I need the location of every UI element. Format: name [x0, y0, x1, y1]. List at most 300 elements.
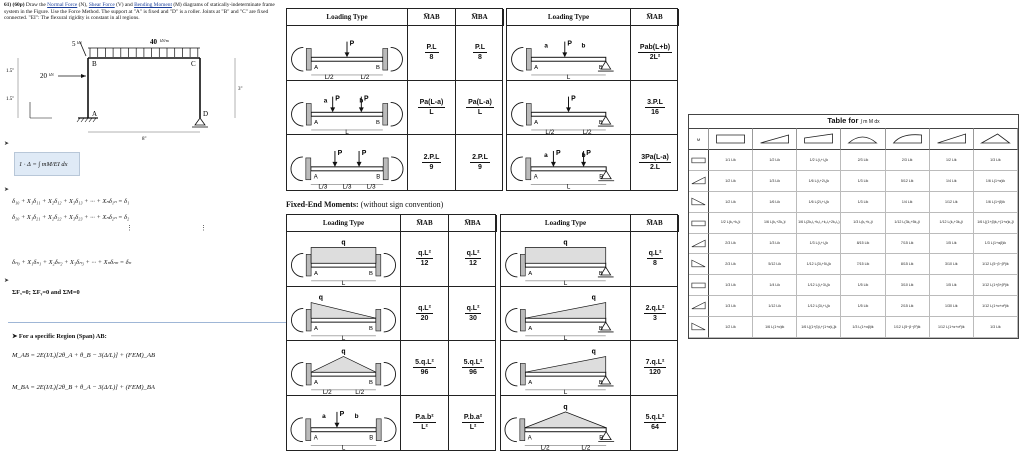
integral-value-cell: 1/3 L(1+αβ)ik [974, 234, 1018, 255]
integral-value-cell: 2/3 Lik [709, 234, 753, 255]
vertical-dots: ⋮ [126, 224, 133, 232]
fem-title-text: Fixed-End Moments: [286, 200, 359, 209]
beam-diagram [501, 341, 630, 395]
header-mab: M̅AB [401, 215, 449, 232]
table-row [287, 396, 495, 451]
shape-icon [709, 129, 752, 149]
problem-text: Draw the [25, 2, 46, 8]
dist-load-unit: kN/m [160, 39, 169, 43]
fixed-support-icon [520, 309, 525, 331]
integration-title-formula: ∫ m M dx [860, 119, 880, 125]
fixed-support-icon [526, 103, 531, 125]
dim-label: L/3 [366, 183, 376, 190]
integral-value-cell: 1/2 L(i₁+i₂)k [797, 150, 841, 171]
moment-arc-icon [384, 308, 396, 332]
integral-value-cell: 1/2 Lik [753, 150, 797, 171]
loading-diagram-cell [501, 287, 631, 341]
fixed-support-icon [383, 103, 388, 125]
loading-diagram-cell [287, 287, 401, 341]
fixed-support-icon [520, 418, 525, 440]
mba-value: $\frac{2.P.L}{9}$ [472, 154, 488, 172]
moment-arc-icon [291, 157, 303, 181]
distributed-load [525, 248, 605, 264]
beam-diagram [287, 341, 400, 395]
load-q-label: q [318, 294, 323, 302]
mab-value: $\frac{\text{5.q.L²}}{64}$ [645, 414, 665, 432]
row-header-cell: M [689, 128, 709, 150]
point-load-label: 5 [72, 40, 76, 48]
integral-value-cell: 1/5 Lik [930, 275, 974, 296]
fem-section-title [286, 200, 443, 209]
support-b-label: B [369, 325, 373, 332]
dim-label: L/2 [322, 388, 332, 395]
table-row [501, 232, 677, 287]
integral-value-cell: 1/3 Lik [753, 234, 797, 255]
fem-table-distributed-fixed [286, 214, 496, 451]
row-shape-icon [689, 150, 709, 171]
loading-diagram-cell [507, 26, 631, 80]
load-p-label: P [556, 150, 561, 158]
support-a-label: A [528, 379, 533, 386]
span-heading: ➤ For a specific Region (Span) AB: [12, 333, 107, 340]
mba-value: $\frac{\text{q.L²}}{30}$ [466, 304, 480, 322]
problem-statement [4, 2, 286, 22]
support-b-label: B [598, 325, 603, 332]
distributed-load [525, 411, 606, 427]
dim-label: L [563, 279, 568, 286]
loading-diagram-cell [501, 341, 631, 395]
load-p-label: P [335, 95, 340, 103]
integral-value-cell: 1/12 L(1+α+α²)ik [974, 296, 1018, 317]
integral-value-cell: 1/6 L(k₁+2k₂)i [753, 213, 797, 234]
load-p-label: P [337, 150, 343, 158]
arrowhead [334, 422, 339, 427]
moment-arc-icon [506, 253, 518, 277]
distributed-load [311, 302, 376, 318]
moment-arc-icon [384, 417, 396, 441]
header-mba: M̅BA [449, 215, 497, 232]
integral-value-cell: 1/5 Lik [841, 275, 885, 296]
support-b-label: B [599, 175, 604, 182]
beam [525, 372, 605, 376]
integral-value-cell: 1/3 Lik [841, 192, 885, 213]
loading-diagram-cell [507, 81, 631, 135]
span-heading-text: For a specific Region (Span) AB: [18, 333, 107, 340]
mab-value: $\frac{\text{2.q.L²}}{3}$ [645, 304, 665, 322]
header-loading-type: Loading Type [287, 215, 401, 232]
node-d: D [203, 110, 209, 118]
fixed-support-icon [306, 48, 311, 70]
row-shape-icon [689, 275, 709, 296]
loading-diagram-cell [287, 135, 408, 190]
dim-b-label: b [581, 42, 586, 50]
shape-outline [717, 135, 745, 143]
beam [311, 57, 383, 61]
dim-a-label: a [544, 152, 548, 160]
integral-value-cell: 1/6 L(1+β)ik [974, 192, 1018, 213]
load-p-label: P [361, 150, 367, 158]
problem-panel [0, 0, 290, 457]
arrowhead [330, 107, 335, 112]
integral-value-cell: 1/12 L(1+α+α²)ik [930, 317, 974, 338]
load-q-label: q [591, 294, 596, 302]
table-row [501, 287, 677, 342]
dim-label: L [566, 73, 571, 80]
support-b-label: B [375, 65, 380, 72]
arrowhead [345, 52, 350, 57]
table-row [287, 287, 495, 342]
moment-arc-icon [511, 157, 523, 181]
fixed-support-icon [376, 363, 381, 385]
beam [311, 263, 376, 267]
table-row [501, 341, 677, 396]
moment-arc-icon [506, 362, 518, 386]
fixed-support-icon [383, 48, 388, 70]
integral-value-cell: 5/12 Lik [886, 171, 930, 192]
integral-value-cell: 1/4 Lik [753, 275, 797, 296]
support-a-label: A [314, 270, 318, 277]
integral-value-cell: 1/6 L[(1+β)k₁+(1+α)k₂]i [974, 213, 1018, 234]
mab-value: $\frac{\text{5.q.L²}}{96}$ [401, 341, 449, 395]
integral-value-cell: 1/6 L(i₁+2i₂)k [797, 171, 841, 192]
support-a-label: A [314, 325, 318, 332]
equilibrium-eq: ΣFₓ=0; ΣFᵧ=0 and ΣM=0 [12, 289, 80, 296]
arrowhead [359, 107, 364, 112]
dim-label: L/2 [355, 388, 365, 395]
distributed-load [525, 302, 605, 318]
integral-value-cell: 1/6 Lik [753, 192, 797, 213]
table-row [507, 135, 677, 190]
fixed-support-icon [383, 158, 388, 180]
integral-value-cell: 8/15 Lik [841, 234, 885, 255]
mba-value: $\frac{\text{P.b.a²}}{\text{L²}}$ [463, 414, 483, 432]
dim-label: L/2 [540, 444, 550, 450]
shape-outline [692, 198, 705, 205]
integral-value-cell: 3/10 Lik [930, 254, 974, 275]
fixed-support-icon [306, 418, 311, 440]
beam [311, 318, 376, 322]
row-shape-icon [689, 234, 709, 255]
fixed-support-icon [376, 309, 381, 331]
table-row [507, 26, 677, 81]
row-shape-icon [689, 213, 709, 234]
dist-load-label: 40 [150, 38, 157, 46]
integral-value-cell: 1/3 Lik [709, 275, 753, 296]
integral-value-cell: 1/12 L(k₁+3k₂)i [930, 213, 974, 234]
integral-value-cell: 1/3 Lik [974, 317, 1018, 338]
support-a-label: A [528, 270, 533, 277]
deflection-formula: 1 · Δ = ∫ mM/EI dx [14, 152, 80, 176]
load-q-label: q [563, 239, 568, 247]
integral-value-cell: 1/12 L(i₁+3i₂)k [797, 275, 841, 296]
beam [531, 57, 606, 61]
dim-bottom: 8" [142, 137, 147, 142]
beam [311, 167, 383, 171]
integral-value-cell: 7/15 Lik [841, 254, 885, 275]
beam [311, 112, 383, 116]
load-q-label: q [563, 403, 568, 411]
mab-value: $\frac{\text{Pab(L+b)}}{\text{2L²}}$ [639, 44, 671, 62]
moment-arc-icon [391, 102, 403, 126]
loading-diagram-cell [287, 81, 408, 135]
mab-value: $\frac{\text{q.L²}}{12}$ [401, 232, 449, 286]
shape-icon [841, 129, 884, 149]
integral-value-cell: 1/6 L(2k₁i₁+k₁i₂+k₂i₁+2k₂i₂) [797, 213, 841, 234]
integration-table [688, 114, 1019, 339]
moment-arc-icon [292, 47, 304, 71]
fixed-support-icon [376, 418, 381, 440]
dim-label: L [345, 128, 349, 135]
mba-value: $\frac{\text{5.q.L²}}{96}$ [463, 359, 483, 377]
integral-value-cell: 1/3 L(i₁+i₂)k [797, 234, 841, 255]
node-b: B [92, 60, 97, 68]
fem-table-distributed-propped [500, 214, 678, 451]
table-row [287, 26, 502, 81]
loading-diagram-cell [287, 396, 401, 451]
column-shape-header [753, 128, 797, 150]
compatibility-eq-n: δₙ₀ + X₁δₙ₁ + X₂δₙ₂ + X₃δₙ₃ + ··· + Xₙδₙₙ = δₙ [12, 259, 132, 266]
distributed-load [311, 248, 376, 264]
divider [8, 322, 288, 323]
mab-value: $\frac{3.P.L}{16}$ [647, 98, 663, 116]
integral-value-cell: 1/30 Lik [930, 296, 974, 317]
compatibility-eq-1: δ₁₀ + X₁δ₁₁ + X₂δ₁₂ + X₃δ₁₃ + ··· + Xₙδ₁ₙ = δ₁ [12, 198, 130, 205]
problem-number: 61) (60p) [4, 2, 25, 8]
column-shape-header [930, 128, 974, 150]
fixed-support-icon [520, 363, 525, 385]
integral-value-cell: 1/12 L(3i₁+5i₂)k [797, 254, 841, 275]
header-mab: M̅AB [408, 9, 456, 26]
support-a-label: A [314, 379, 318, 386]
mab-value: $\frac{2.P.L}{9}$ [408, 135, 456, 190]
dim-label: L [566, 184, 571, 190]
column-shape-header [797, 128, 841, 150]
moment-arc-icon [391, 47, 403, 71]
shape-outline [692, 240, 705, 247]
dim-label: L [341, 334, 346, 340]
shape-icon [930, 129, 973, 149]
integral-value-cell: 1/3 Lik [753, 171, 797, 192]
loading-diagram-cell [287, 232, 401, 286]
moment-arc-icon [291, 417, 303, 441]
support-a-label: A [314, 119, 319, 126]
row-shape-icon [689, 296, 709, 317]
moment-arc-icon [291, 253, 303, 277]
integral-value-cell: 1/3 L(1+αβ)ik [841, 317, 885, 338]
table-row [287, 135, 502, 190]
arrowhead [551, 162, 556, 167]
dim-label: L [563, 388, 568, 395]
integral-value-cell: 1/5 Lik [930, 234, 974, 255]
header-loading-type: Loading Type [287, 9, 408, 26]
moment-arc-icon [291, 308, 303, 332]
beam-diagram [501, 232, 630, 286]
integral-value-cell: 1/6 L[(1+β)i₁+(1+α)i₂]k [797, 317, 841, 338]
table-row [287, 232, 495, 287]
bending-moment-link[interactable]: Bending Moment [134, 2, 172, 8]
load-q-label: q [341, 239, 346, 247]
integral-value-cell: 1/6 L(2i₁+i₂)k [797, 192, 841, 213]
slope-deflection-mba: M_BA = 2E(I/L)[2θ_B + θ_A − 3(Δ/L)] + (FEM)_BA [12, 384, 155, 391]
fem-subtitle-text: (without sign convention) [360, 200, 444, 209]
integral-value-cell: 1/12 Lik [930, 192, 974, 213]
shear-force-link[interactable]: Shear Force [88, 2, 115, 8]
dim-label: L/2 [324, 73, 334, 80]
loading-diagram-cell [287, 26, 408, 80]
shape-outline [692, 221, 705, 226]
beam-diagram [507, 26, 630, 80]
beam [531, 112, 606, 116]
integral-value-cell: 1/12 L(5−β−β²)ik [886, 317, 930, 338]
integral-value-cell: 1/3 Lik [841, 171, 885, 192]
integral-value-cell: 7/15 Lik [886, 234, 930, 255]
side-load-label: 20 [40, 72, 47, 80]
integral-value-cell: 5/12 Lik [753, 254, 797, 275]
moment-arc-icon [391, 157, 403, 181]
beam-diagram [287, 81, 407, 135]
integral-value-cell: 1/12 Lik [753, 296, 797, 317]
shape-outline [981, 134, 1009, 143]
normal-force-link[interactable]: Normal Force [47, 2, 78, 8]
bullet-arrow-icon: ➤ [4, 141, 10, 147]
fixed-support-icon [306, 309, 311, 331]
integral-value-cell: 1/2 Lik [930, 150, 974, 171]
dim-label: L/3 [318, 183, 328, 190]
dim-b-label: b [581, 152, 586, 160]
integral-value-cell: 1/6 L(1+α)ik [753, 317, 797, 338]
integral-value-cell: 2/3 Lik [841, 150, 885, 171]
load-p-label: P [586, 150, 591, 158]
support-a-label: A [533, 175, 538, 182]
moment-arc-icon [512, 102, 524, 126]
dim-height-2: 1.5" [6, 97, 15, 102]
mab-value: $\frac{P.L}{8}$ [408, 26, 456, 80]
integral-value-cell: 1/6 L(1+α)ik [974, 171, 1018, 192]
arrowhead [581, 162, 586, 167]
integral-value-cell: 1/12 L(3i₁+i₂)k [797, 296, 841, 317]
shape-outline [692, 177, 705, 184]
beam-diagram [287, 232, 400, 286]
mab-value: $\frac{\text{q.L²}}{20}$ [401, 287, 449, 341]
fixed-support-icon [306, 254, 311, 276]
moment-arc-icon [292, 102, 304, 126]
problem-text: (N), [78, 2, 88, 8]
column-shape-header [974, 128, 1018, 150]
dim-right: 3" [238, 87, 243, 92]
integral-value-cell: 2/3 Lik [709, 254, 753, 275]
moment-arc-icon [384, 362, 396, 386]
support-b-label: B [598, 379, 603, 386]
integral-value-cell: 1/3 Lik [709, 296, 753, 317]
dim-height-1: 1.5" [6, 69, 15, 74]
bullet-arrow-icon: ➤ [4, 278, 10, 284]
dim-label: L/2 [360, 73, 370, 80]
integration-table-title [689, 116, 1018, 128]
dim-a-label: a [323, 97, 328, 105]
distributed-load [311, 357, 376, 373]
row-shape-icon [689, 254, 709, 275]
header-loading-type: Loading Type [501, 215, 631, 232]
shape-icon [753, 129, 796, 149]
integral-value-cell: 1/1 Lik [709, 150, 753, 171]
arrowhead [566, 107, 571, 112]
beam [525, 318, 605, 322]
mab-value: $\frac{Pa(L-a)}{L}$ [408, 81, 456, 135]
support-b-label: B [369, 379, 373, 386]
fixed-support-icon [306, 363, 311, 385]
support-b-label: B [598, 119, 603, 126]
beam [311, 427, 376, 431]
support-b-label: B [599, 435, 604, 442]
integral-value-cell: 1/2 Lik [709, 171, 753, 192]
beam-diagram [501, 287, 630, 341]
column-shape-header [709, 128, 753, 150]
problem-text: (M) diagrams of statically-indeterminate frame system in the Figure. Use the Force Method. The support at "A" is fixed and "D" is a roller. Joints at "B" and "C" are fixed connected. "EI": The flexural rigidity is constant in all regions. [4, 2, 275, 22]
beam [531, 167, 606, 171]
integral-value-cell: 1/2 Lik [709, 192, 753, 213]
shape-outline [692, 302, 705, 309]
beam-diagram [501, 396, 630, 451]
fixed-support-icon [306, 103, 311, 125]
integral-value-cell: 1/12 L(5−β−β²)ik [974, 254, 1018, 275]
problem-text: (V) and [116, 2, 133, 8]
fixed-support-icon [520, 254, 525, 276]
row-shape-icon [689, 192, 709, 213]
loading-diagram-cell [501, 396, 631, 451]
load-q-label: q [591, 348, 596, 356]
moment-arc-icon [384, 253, 396, 277]
node-c: C [191, 60, 196, 68]
moment-arc-icon [291, 362, 303, 386]
table-row [507, 81, 677, 136]
point-load-unit: kN [77, 41, 82, 45]
dim-label: L/2 [545, 128, 555, 135]
dim-a-label: a [322, 412, 326, 420]
shape-outline [937, 134, 965, 143]
integration-title-text: Table for [827, 116, 859, 125]
support-a-label: A [314, 65, 319, 72]
shape-outline [805, 134, 833, 143]
support-a-label: A [313, 435, 318, 442]
shape-icon [797, 129, 840, 149]
table-row [287, 81, 502, 136]
header-loading-type: Loading Type [507, 9, 631, 26]
support-b-label: B [369, 270, 373, 277]
row-shape-icon [689, 317, 709, 338]
shape-icon [974, 129, 1017, 149]
mba-value: $\frac{\text{q.L²}}{12}$ [466, 250, 480, 268]
fixed-support-icon [526, 48, 531, 70]
beam-diagram [507, 81, 630, 135]
mab-value: $\frac{3Pa(L-a)}{2.L}$ [641, 154, 669, 172]
row-shape-icon [689, 171, 709, 192]
arrowhead [562, 52, 567, 57]
table-row [501, 396, 677, 451]
arrowhead [332, 162, 337, 167]
beam [525, 263, 605, 267]
fem-table-point-fixed [286, 8, 503, 191]
mab-value: $\frac{\text{P.a.b²}}{\text{L²}}$ [401, 396, 449, 451]
vertical-dots: ⋮ [200, 224, 207, 232]
shape-outline [893, 135, 921, 143]
fem-table-point-propped [506, 8, 678, 191]
shape-outline [692, 323, 705, 330]
support-a-label: A [527, 435, 532, 442]
shape-outline [692, 261, 705, 268]
integral-value-cell: 8/15 Lik [886, 254, 930, 275]
mba-value: $\frac{P.L}{8}$ [475, 44, 485, 62]
node-a: A [92, 110, 98, 118]
